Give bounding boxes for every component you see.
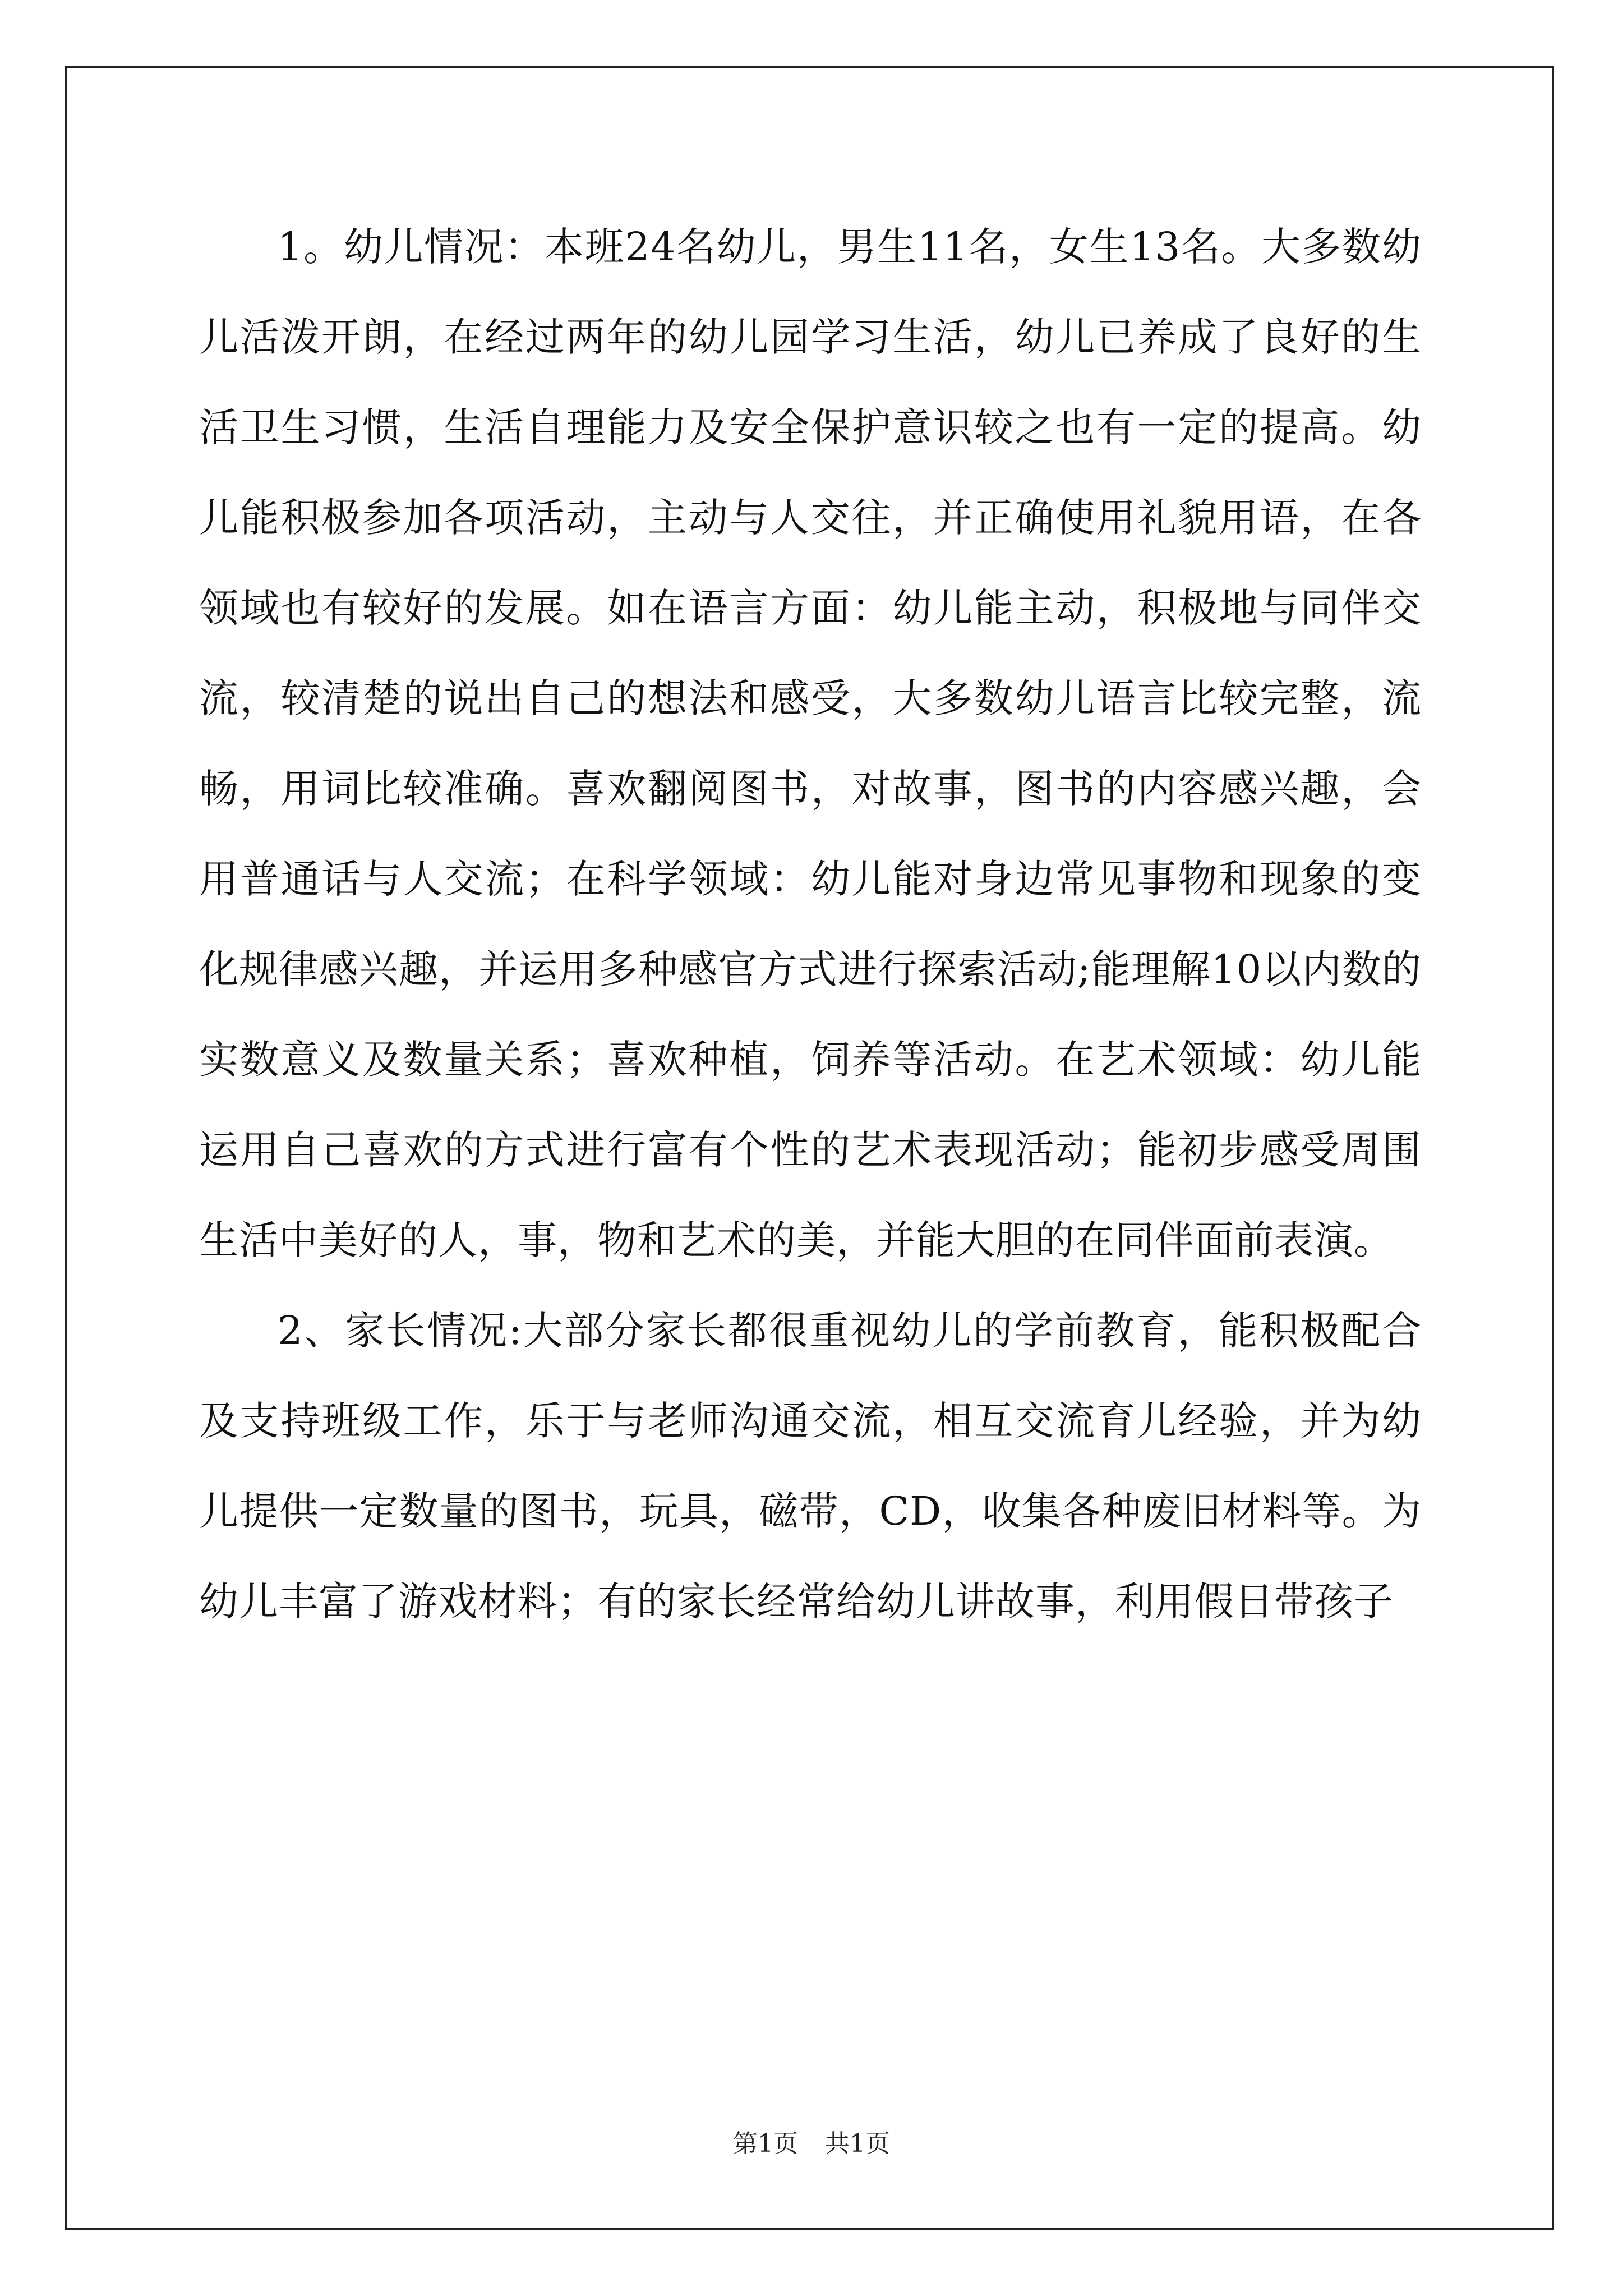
page-footer <box>0 2127 1623 2161</box>
paragraph-child-situation: 1。幼儿情况：本班24名幼儿，男生11名，女生13名。大多数幼儿活泼开朗，在经过两年的幼儿园学习生活，幼儿已养成了良好的生活卫生习惯，生活自理能力及安全保护意识较之也有一定的提高。幼儿能积极参加各项活动，主动与人交往，并正确使用礼貌用语，在各领域也有较好的发展。如在语言方面：幼儿能主动，积极地与同伴交流，较清楚的说出自己的想法和感受，大多数幼儿语言比较完整，流畅，用词比较准确。喜欢翻阅图书，对故事，图书的内容感兴趣，会用普通话与人交流；在科学领域：幼儿能对身边常见事物和现象的变化规律感兴趣，并运用多种感官方式进行探索活动;能理解10以内数的实数意义及数量关系；喜欢种植，饲养等活动。在艺术领域：幼儿能运用自己喜欢的方式进行富有个性的艺术表现活动；能初步感受周围生活中美好的人，事，物和艺术的美，并能大胆的在同伴面前表演。 <box>199 224 1422 1263</box>
document-body <box>199 202 1422 1647</box>
page-number: 第1页 <box>733 2129 798 2158</box>
paragraph-parent-situation: 2、家长情况:大部分家长都很重视幼儿的学前教育，能积极配合及支持班级工作，乐于与老师沟通交流，相互交流育儿经验，并为幼儿提供一定数量的图书，玩具，磁带，CD，收集各种废旧材料等。为幼儿丰富了游戏材料；有的家长经常给幼儿讲故事，利用假日带孩子 <box>199 1308 1422 1625</box>
page-total: 共1页 <box>825 2129 890 2158</box>
